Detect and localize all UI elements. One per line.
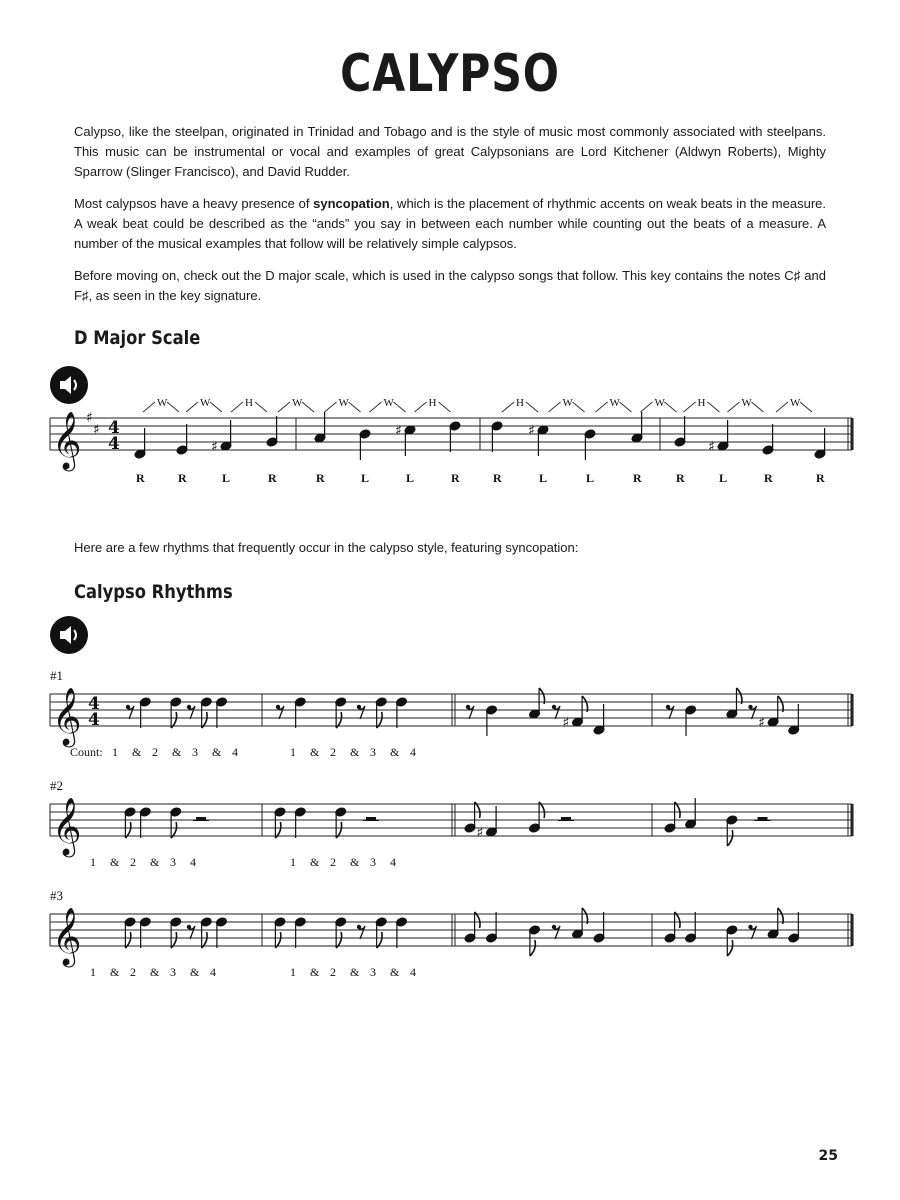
count-beat: 2 bbox=[330, 855, 336, 869]
step-line bbox=[231, 402, 243, 412]
hand-indicator: R bbox=[178, 471, 187, 485]
sharp-sign: ♯ bbox=[528, 423, 535, 439]
step-line bbox=[708, 402, 720, 412]
eighth-rest bbox=[187, 705, 191, 709]
count-beat: 3 bbox=[192, 745, 198, 759]
hand-indicator: L bbox=[586, 471, 595, 485]
intro-paragraph-2-end: , which is the placement of rhythmic accents on weak beats in the measure. A weak beat could be described as the “ands” you say in between each number while counting out the beats of a measure. A number of the musical examples that follow will be relatively simple calypsos. bbox=[74, 196, 826, 251]
step-marker: H bbox=[516, 397, 524, 409]
step-line bbox=[502, 402, 514, 412]
count-beat: & bbox=[132, 745, 142, 759]
hand-indicator: R bbox=[676, 471, 685, 485]
count-beat: & bbox=[190, 965, 200, 979]
step-line bbox=[167, 402, 179, 412]
hand-indicator: R bbox=[764, 471, 773, 485]
hand-indicator: R bbox=[451, 471, 460, 485]
count-beat: 3 bbox=[170, 855, 176, 869]
step-marker: W bbox=[654, 397, 665, 409]
example-label: #3 bbox=[50, 888, 63, 903]
scale-heading: D Major Scale bbox=[74, 327, 201, 349]
eighth-rest bbox=[748, 925, 752, 929]
step-line bbox=[415, 402, 427, 412]
count-beat: & bbox=[390, 965, 400, 979]
rhythms-heading: Calypso Rhythms bbox=[74, 581, 233, 603]
count-beat: 1 bbox=[112, 745, 118, 759]
hand-indicator: L bbox=[406, 471, 415, 485]
step-marker: W bbox=[292, 397, 303, 409]
sharp-sign: ♯ bbox=[211, 439, 218, 455]
step-line bbox=[394, 402, 406, 412]
sharp-sign: ♯ bbox=[708, 439, 715, 455]
count-beat: 3 bbox=[370, 745, 376, 759]
step-marker: W bbox=[338, 397, 349, 409]
hand-indicator: R bbox=[816, 471, 825, 485]
count-beat: & bbox=[172, 745, 182, 759]
eighth-rest bbox=[187, 925, 191, 929]
eighth-rest bbox=[357, 705, 361, 709]
sharp-sign: ♯ bbox=[476, 825, 484, 841]
count-beat: & bbox=[350, 745, 360, 759]
rhythms-intro: Here are a few rhythms that frequently occur in the calypso style, featuring syncopation: bbox=[74, 540, 579, 555]
treble-clef: 𝄞 bbox=[52, 687, 82, 745]
sharp-sign: ♯ bbox=[562, 715, 570, 731]
step-marker: H bbox=[245, 397, 253, 409]
count-beat: & bbox=[390, 745, 400, 759]
time-signature-bottom: 4 bbox=[108, 434, 120, 454]
count-beat: 1 bbox=[290, 745, 296, 759]
step-line bbox=[665, 402, 677, 412]
hand-indicator: R bbox=[136, 471, 145, 485]
intro-paragraph-2 bbox=[74, 194, 826, 254]
note-flag bbox=[727, 830, 732, 846]
count-beat: 4 bbox=[232, 745, 238, 759]
step-line bbox=[439, 402, 451, 412]
eighth-rest bbox=[276, 705, 280, 709]
key-signature-sharp: ♯ bbox=[86, 410, 93, 426]
rhythm-2-staff bbox=[0, 770, 900, 880]
count-beat: & bbox=[150, 965, 160, 979]
step-marker: W bbox=[790, 397, 801, 409]
count-beat: & bbox=[310, 965, 320, 979]
count-beat: & bbox=[350, 855, 360, 869]
step-marker: W bbox=[157, 397, 168, 409]
eighth-rest bbox=[126, 705, 130, 709]
step-line bbox=[370, 402, 382, 412]
count-beat: 2 bbox=[130, 965, 136, 979]
time-signature-top: 4 bbox=[88, 694, 100, 714]
count-beat: 4 bbox=[190, 855, 196, 869]
rhythm-1-staff bbox=[0, 660, 900, 770]
step-line bbox=[143, 402, 155, 412]
eighth-rest bbox=[466, 705, 470, 709]
step-line bbox=[728, 402, 740, 412]
count-beat: 1 bbox=[90, 965, 96, 979]
count-beat: & bbox=[310, 745, 320, 759]
count-beat: 4 bbox=[210, 965, 216, 979]
page-title: CALYPSO bbox=[340, 44, 560, 104]
count-beat: 3 bbox=[170, 965, 176, 979]
count-beat: & bbox=[212, 745, 222, 759]
step-line bbox=[752, 402, 764, 412]
step-line bbox=[573, 402, 585, 412]
count-beat: & bbox=[310, 855, 320, 869]
count-beat: 4 bbox=[390, 855, 396, 869]
hand-indicator: L bbox=[222, 471, 231, 485]
intro-paragraph-1: Calypso, like the steelpan, originated in Trinidad and Tobago and is the style of music most commonly associated with steelpans. This music can be instrumental or vocal and examples of great Calypsonians are Lord Kitchener (Aldwyn Roberts), Mighty Sparrow (Slinger Francisco), and David Rudder. bbox=[74, 124, 826, 179]
count-beat: 1 bbox=[290, 965, 296, 979]
treble-clef: 𝄞 bbox=[52, 411, 82, 469]
step-line bbox=[776, 402, 788, 412]
step-marker: W bbox=[609, 397, 620, 409]
eighth-rest bbox=[357, 925, 361, 929]
count-prefix: Count: bbox=[70, 745, 103, 759]
step-line bbox=[210, 402, 222, 412]
step-line bbox=[325, 402, 337, 412]
speaker-icon bbox=[50, 616, 88, 654]
example-label: #2 bbox=[50, 778, 63, 793]
count-beat: 1 bbox=[290, 855, 296, 869]
count-beat: 2 bbox=[152, 745, 158, 759]
count-beat: 4 bbox=[410, 965, 416, 979]
step-marker: H bbox=[428, 397, 437, 409]
d-major-scale-staff bbox=[0, 380, 900, 490]
step-line bbox=[620, 402, 632, 412]
step-line bbox=[641, 402, 653, 412]
step-marker: W bbox=[383, 397, 394, 409]
half-rest bbox=[561, 817, 571, 821]
eighth-rest bbox=[748, 705, 752, 709]
step-line bbox=[526, 402, 538, 412]
page-number: 25 bbox=[818, 1148, 838, 1164]
step-line bbox=[278, 402, 290, 412]
count-beat: 1 bbox=[90, 855, 96, 869]
half-rest bbox=[196, 817, 206, 821]
hand-indicator: L bbox=[719, 471, 728, 485]
step-line bbox=[596, 402, 608, 412]
rhythm-3-staff bbox=[0, 880, 900, 990]
hand-indicator: R bbox=[316, 471, 325, 485]
intro-paragraph-3: Before moving on, check out the D major scale, which is used in the calypso songs that follow. This key contains the notes C♯ and F♯, as seen in the key signature. bbox=[74, 268, 826, 303]
sharp-sign: ♯ bbox=[758, 715, 765, 731]
step-line bbox=[302, 402, 314, 412]
note-flag bbox=[530, 940, 535, 956]
step-line bbox=[349, 402, 361, 412]
step-line bbox=[549, 402, 561, 412]
half-rest bbox=[366, 817, 376, 821]
syncopation-term: syncopation bbox=[313, 196, 390, 211]
count-beat: 2 bbox=[330, 745, 336, 759]
step-marker: W bbox=[741, 397, 752, 409]
hand-indicator: R bbox=[633, 471, 642, 485]
treble-clef: 𝄞 bbox=[52, 907, 82, 965]
count-beat: & bbox=[350, 965, 360, 979]
time-signature-bottom: 4 bbox=[88, 710, 100, 730]
step-marker: W bbox=[200, 397, 211, 409]
count-beat: & bbox=[110, 855, 120, 869]
count-beat: 2 bbox=[130, 855, 136, 869]
step-line bbox=[255, 402, 267, 412]
half-rest bbox=[758, 817, 768, 821]
eighth-rest bbox=[666, 705, 670, 709]
count-beat: & bbox=[150, 855, 160, 869]
intro-paragraph-2-start: Most calypsos have a heavy presence of bbox=[74, 196, 314, 211]
step-marker: H bbox=[697, 397, 706, 409]
hand-indicator: L bbox=[539, 471, 548, 485]
count-beat: 3 bbox=[370, 855, 376, 869]
count-beat: & bbox=[110, 965, 120, 979]
count-beat: 4 bbox=[410, 745, 416, 759]
step-line bbox=[186, 402, 198, 412]
eighth-rest bbox=[552, 705, 556, 709]
count-beat: 3 bbox=[370, 965, 376, 979]
time-signature-top: 4 bbox=[108, 418, 120, 438]
eighth-rest bbox=[552, 925, 556, 929]
example-label: #1 bbox=[50, 668, 63, 683]
hand-indicator: R bbox=[268, 471, 277, 485]
rhythms-audio-button[interactable] bbox=[50, 616, 88, 654]
step-line bbox=[684, 402, 696, 412]
note-flag bbox=[727, 940, 732, 956]
treble-clef: 𝄞 bbox=[52, 797, 82, 855]
sharp-sign: ♯ bbox=[395, 423, 402, 439]
hand-indicator: L bbox=[361, 471, 370, 485]
key-signature-sharp: ♯ bbox=[93, 422, 100, 438]
hand-indicator: R bbox=[493, 471, 502, 485]
step-marker: W bbox=[562, 397, 573, 409]
step-line bbox=[800, 402, 812, 412]
count-beat: 2 bbox=[330, 965, 336, 979]
